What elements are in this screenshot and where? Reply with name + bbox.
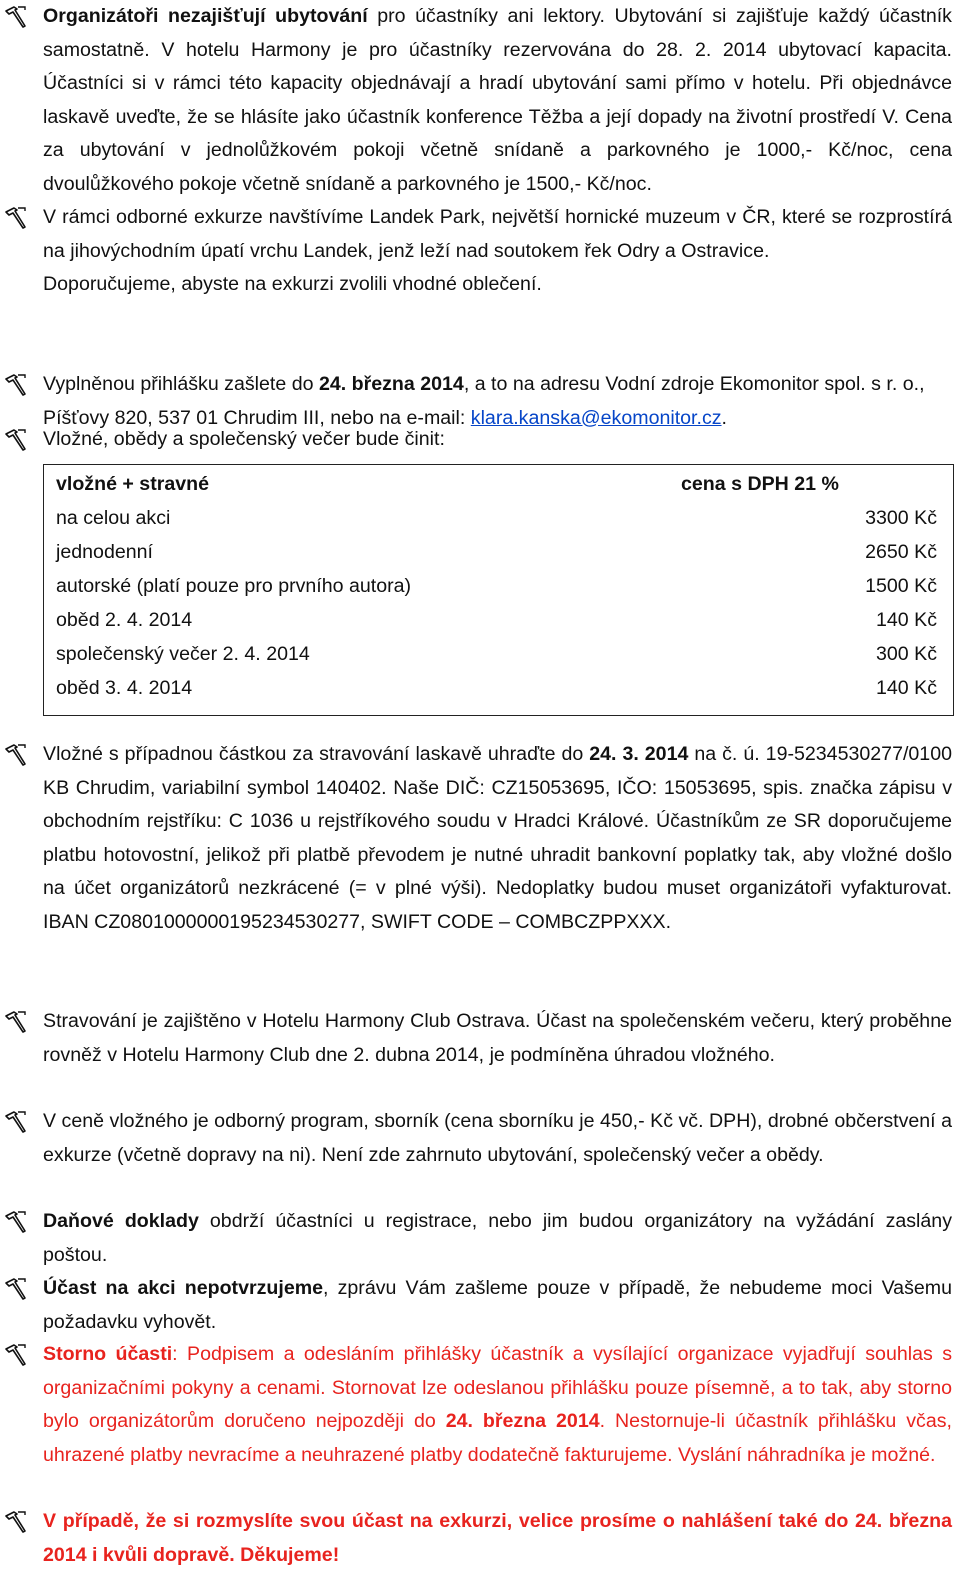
excursion-text: V rámci odborné exkurze navštívíme Landek Park, největší hornické muzeum v ČR, které se rozprostírá na jihovýchodním úpatí vrchu Landek, jenž leží nad soutokem řek Odry a Ostravice. [43, 206, 952, 262]
row-price: 1500 Kč [865, 575, 937, 597]
row-price: 140 Kč [875, 609, 937, 631]
cancellation-deadline: 24. března 2014 [445, 1410, 600, 1432]
bullet-payment [43, 738, 952, 939]
hammer-pick-icon [3, 205, 29, 231]
row-item: autorské (platí pouze pro prvního autora) [56, 575, 412, 597]
fee-table [43, 464, 954, 716]
row-price: 300 Kč [875, 643, 937, 665]
hammer-pick-icon [3, 1509, 29, 1535]
bullet-excursion-cancel [43, 1505, 952, 1572]
bullet-no-confirmation [43, 1272, 952, 1339]
bullet-fees-intro [43, 423, 952, 457]
application-text-1: Vyplněnou přihlášku zašlete do [43, 373, 319, 395]
header-item: vložné + stravné [56, 473, 210, 495]
application-text-3: . [721, 406, 727, 429]
application-text-2: , a to na adresu Vodní zdroje Ekomonitor spol. s r. o., Píšťovy 820, 537 01 Chrudim III, nebo na e-mail: [43, 373, 925, 429]
hammer-pick-icon [3, 1009, 29, 1035]
bullet-catering [43, 1005, 952, 1072]
hammer-pick-icon [3, 1209, 29, 1235]
bullet-fee-includes [43, 1105, 952, 1172]
table-row [44, 569, 953, 603]
tax-documents-lead: Daňové doklady [43, 1210, 199, 1232]
payment-text-2: na č. ú. 19-5234530277/0100 KB Chrudim, variabilní symbol 140402. Naše DIČ: CZ15053695, IČO: 15053695, spis. značka zápisu v obchodním rejstříku: C 1036 u rejstříkového soudu v Hradci Králové. Účastníkům ze SR doporučujeme platbu hotovostní, jelikož při platbě převodem je nutné uhradit bankovní poplatky tak, aby vložné došlo na účet organizátorů nezkrácené (= v plné výši). Nedoplatky budou muset organizátoři vyfakturovat. IBAN CZ0801000000195234530277, SWIFT CODE – COMBCZPPXXX. [43, 743, 952, 933]
fee-table-header [44, 467, 953, 501]
accommodation-lead: Organizátoři nezajišťují ubytování [43, 5, 368, 27]
catering-text: Stravování je zajištěno v Hotelu Harmony Club Ostrava. Účast na společenském večeru, který proběhne rovněž v Hotelu Harmony Club dne 2. dubna 2014, je podmíněna úhradou vložného. [43, 1010, 952, 1066]
payment-deadline: 24. 3. 2014 [589, 743, 689, 765]
table-row [44, 535, 953, 569]
payment-text-1: Vložné s případnou částkou za stravování laskavě uhraďte do [43, 743, 590, 765]
no-confirmation-text: , zprávu Vám zašleme pouze v případě, že nebudeme moci Vašemu požadavku vyhovět. [43, 1277, 952, 1333]
hammer-pick-icon [3, 4, 29, 30]
table-row [44, 637, 953, 671]
excursion-note: Doporučujeme, abyste na exkurzi zvolili vhodné oblečení. [43, 273, 542, 295]
row-item: společenský večer 2. 4. 2014 [56, 643, 310, 665]
fees-intro-text: Vložné, obědy a společenský večer bude činit: [43, 428, 445, 450]
cancellation-text-2: . Nestornuje-li účastník přihlášku včas, uhrazené platby nevracíme a neuhrazené platby dodatečně fakturujeme. Vyslání náhradníka je možné. [43, 1410, 952, 1466]
row-item: oběd 3. 4. 2014 [56, 677, 193, 699]
row-price: 2650 Kč [865, 541, 937, 563]
row-item: jednodenní [56, 541, 153, 563]
row-item: oběd 2. 4. 2014 [56, 609, 193, 631]
hammer-pick-icon [3, 1109, 29, 1135]
table-row [44, 671, 953, 705]
table-row [44, 603, 953, 637]
bullet-excursion [43, 201, 952, 302]
no-confirmation-lead: Účast na akci nepotvrzujeme [43, 1277, 324, 1299]
email-link[interactable]: klara.kanska@ekomonitor.cz [470, 406, 722, 429]
hammer-pick-icon [3, 427, 29, 453]
accommodation-text: pro účastníky ani lektory. Ubytování si zajišťuje každý účastník samostatně. V hotelu Harmony je pro účastníky rezervována do 28. 2. 2014 ubytovací kapacita. Účastníci si v rámci této kapacity objednávají a hradí ubytování sami přímo v hotelu. Při objednávce laskavě uveďte, že se hlásíte jako účastník konference Těžba a její dopady na životní prostředí V. Cena za ubytování v jednolůžkovém pokoji včetně snídaně a parkovného je 1000,- Kč/noc, cena dvoulůžkového pokoje včetně snídaně a parkovného je 1500,- Kč/noc. [43, 5, 952, 195]
tax-documents-text: obdrží účastníci u registrace, nebo jim budou organizátory na vyžádání zaslány poštou. [43, 1210, 952, 1266]
excursion-cancel-text: V případě, že si rozmyslíte svou účast na exkurzi, velice prosíme o nahlášení také do 24. března 2014 i kvůli dopravě. Děkujeme! [43, 1510, 952, 1566]
hammer-pick-icon [3, 372, 29, 398]
table-row [44, 501, 953, 535]
cancellation-text-1: : Podpisem a odesláním přihlášky účastník a vysílající organizace vyjadřují souhlas s organizačními pokyny a cenami. Stornovat lze odeslanou přihlášku pouze písemně, a to tak, aby storno bylo organizátorům doručeno nejpozději do [43, 1343, 953, 1432]
row-item: na celou akci [56, 507, 171, 529]
application-deadline: 24. března 2014 [318, 373, 464, 395]
row-price: 3300 Kč [865, 507, 937, 529]
fee-includes-text: V ceně vložného je odborný program, sborník (cena sborníku je 450,- Kč vč. DPH), drobné občerstvení a exkurze (včetně dopravy na ni). Není zde zahrnuto ubytování, společenský večer a obědy. [43, 1110, 952, 1166]
cancellation-lead: Storno účasti [43, 1343, 173, 1365]
bullet-tax-documents [43, 1205, 952, 1272]
hammer-pick-icon [3, 1342, 29, 1368]
bullet-cancellation [43, 1338, 952, 1472]
hammer-pick-icon [3, 1276, 29, 1302]
header-price: cena s DPH 21 % [681, 473, 839, 495]
bullet-accommodation [43, 0, 952, 201]
hammer-pick-icon [3, 742, 29, 768]
row-price: 140 Kč [875, 677, 937, 699]
